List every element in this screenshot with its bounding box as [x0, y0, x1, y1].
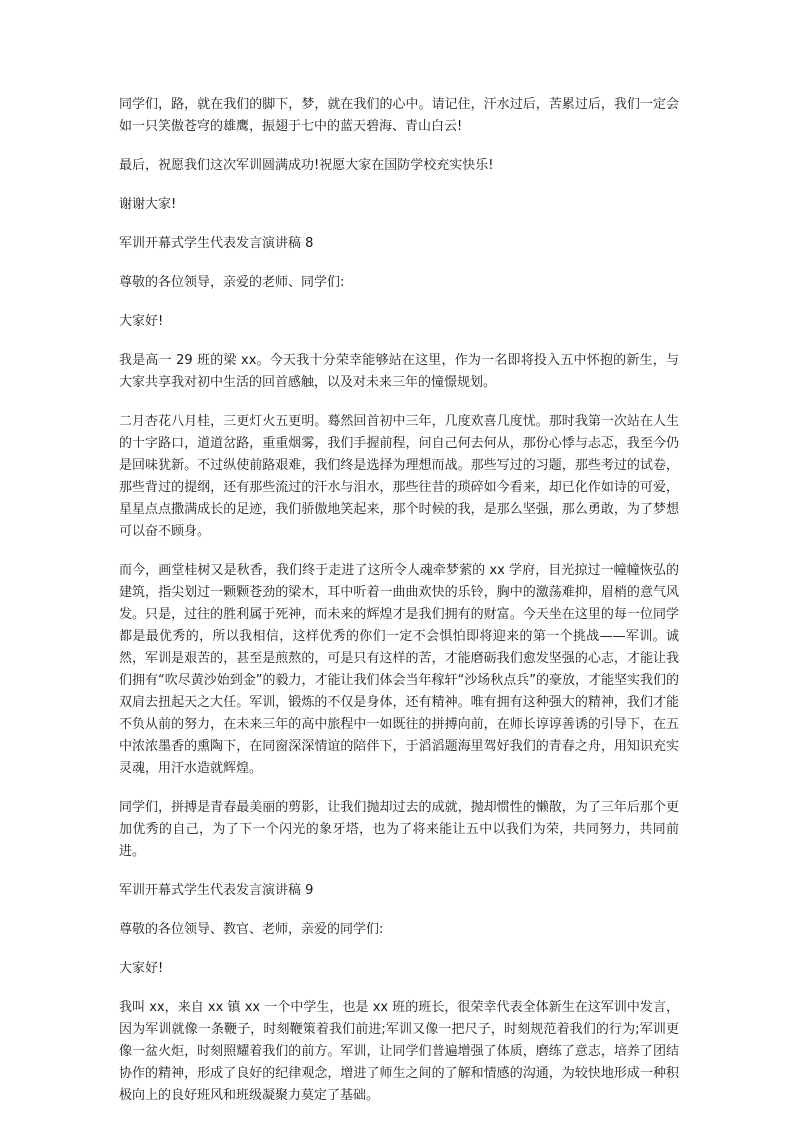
paragraph-wishes: 最后，祝愿我们这次军训圆满成功!祝愿大家在国防学校充实快乐!	[119, 158, 494, 173]
speech-heading-9: 军训开幕式学生代表发言演讲稿 9	[119, 883, 314, 898]
paragraph-junior-high: 二月杏花八月桂，三更灯火五更明。蓦然回首初中三年，几度欢喜几度忧。那时我第一次站在人生的十字路口，道道岔路，重重烟雾，我们手握前程，问自己何去何从，那份心悸与忐忑，我至今仍是回味犹新。不过纵使前路艰难，我们终是选择为理想而战。那些写过的习题，那些考过的试卷，那些背过的提纲，还有那些流过的汗水与泪水，那些往昔的琐碎如今看来，却已化作如诗的可爱，星星点点撒满成长的足迹，我们骄傲地笑起来，那个时候的我，是那么坚强，那么勇敢，为了梦想可以奋不顾身。	[119, 414, 679, 539]
paragraph-intro-9: 我叫 xx，来自 xx 镇 xx 一个中学生，也是 xx 班的班长，很荣幸代表全体新生在这军训中发言，因为军训就像一条鞭子，时刻鞭策着我们前进;军训又像一把尺子，时刻规范着我们的行为;军训更像一盆火炬，时刻照耀着我们的前方。军训，让同学们普遍增强了体质，磨练了意志，培养了团结协作的精神，形成了良好的纪律观念，增进了师生之间的了解和情感的沟通，为较快地形成一种积极向上的良好班风和班级凝聚力莫定了基础。	[119, 1000, 679, 1103]
greeting-8: 大家好!	[119, 314, 164, 329]
salutation-9: 尊敬的各位领导、教官、老师，亲爱的同学们:	[119, 922, 384, 937]
paragraph-intro-8: 我是高一 29 班的梁 xx。今天我十分荣幸能够站在这里，作为一名即将投入五中怀抱的新生，与大家共享我对初中生活的回首感触，以及对未来三年的憧憬规划。	[119, 353, 679, 390]
document-body	[119, 94, 679, 1124]
paragraph-closing-call: 同学们，路，就在我们的脚下，梦，就在我们的心中。请记住，汗水过后，苦累过后，我们一定会如一只笑傲苍穹的雄鹰，振翅于七中的蓝天碧海、青山白云!	[119, 97, 679, 134]
greeting-9: 大家好!	[119, 961, 164, 976]
paragraph-thanks: 谢谢大家!	[119, 197, 177, 212]
paragraph-military-training: 而今，画堂桂树又是秋香，我们终于走进了这所令人魂牵梦萦的 xx 学府，目光掠过一幢幢恢弘的建筑，指尖划过一颗颗苍劲的梁木，耳中听着一曲曲欢快的乐铃，胸中的激荡难抑，眉梢的意气风发。只是，过往的胜利属于死神，而未来的辉煌才是我们拥有的财富。今天坐在这里的每一位同学都是最优秀的，所以我相信，这样优秀的你们一定不会惧怕即将迎来的第一个挑战——军训。诚然，军训是艰苦的，甚至是煎熬的，可是只有这样的苦，才能磨砺我们愈发坚强的心志，才能让我们拥有“吹尽黄沙始到金”的毅力，才能让我们体会当年稼轩“沙场秋点兵”的豪放，才能坚实我们的双肩去扭起天之大任。军训，锻炼的不仅是身体，还有精神。唯有拥有这种强大的精神，我们才能不负从前的努力，在未来三年的高中旅程中一如既往的拼搏向前，在师长谆谆善诱的引导下，在五中浓浓墨香的熏陶下，在同窗深深情谊的陪伴下，于滔滔题海里驾好我们的青春之舟，用知识充实灵魂，用汗水造就辉煌。	[119, 563, 679, 776]
salutation-8: 尊敬的各位领导，亲爱的老师、同学们:	[119, 275, 345, 290]
paragraph-conclusion-8: 同学们，拼搏是青春最美丽的剪影，让我们抛却过去的成就，抛却惯性的懒散，为了三年后那个更加优秀的自己，为了下一个闪光的象牙塔，也为了将来能让五中以我们为荣，共同努力，共同前进。	[119, 800, 679, 859]
speech-heading-8: 军训开幕式学生代表发言演讲稿 8	[119, 236, 314, 251]
